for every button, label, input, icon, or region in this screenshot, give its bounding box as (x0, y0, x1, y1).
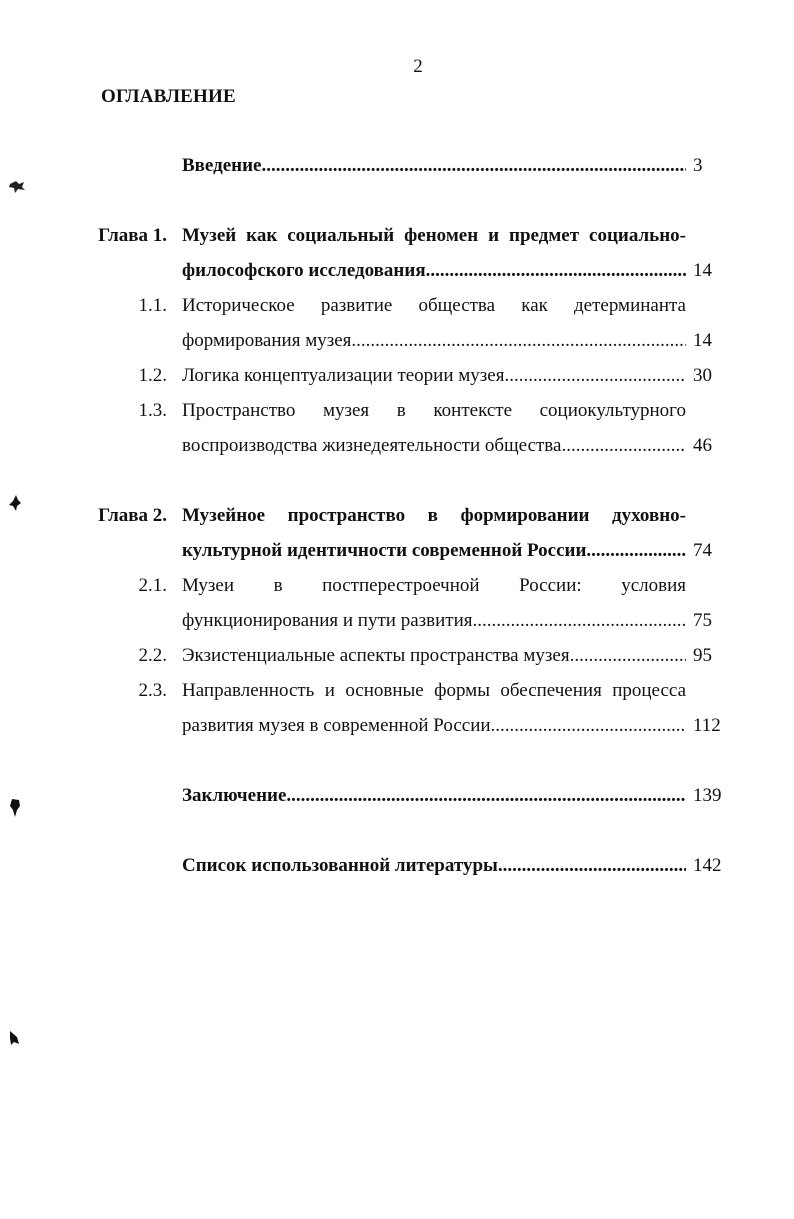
chapter-label: Глава 2. (98, 505, 167, 526)
section-title-text: функционирования и пути развития (182, 610, 473, 631)
entry-title-line (182, 855, 686, 877)
section-title-line-1 (182, 365, 686, 387)
entry-title: Введение (182, 155, 262, 176)
entry-page-number: 142 (693, 855, 722, 876)
chapter-title-text: философского исследования (182, 260, 426, 281)
section-title-line-1: Направленность и основные формы обеспечения процесса (182, 680, 686, 701)
section-title-line-2 (182, 330, 686, 352)
section-number: 2.1. (138, 575, 167, 596)
page-number: 2 (413, 56, 423, 77)
scan-speck (8, 178, 26, 196)
section-title-text: Логика концептуализации теории музея (182, 365, 505, 386)
entry-title: Список использованной литературы (182, 855, 498, 876)
section-number: 1.1. (138, 295, 167, 316)
chapter-title-line-2 (182, 540, 686, 562)
entry-page-number: 3 (693, 155, 703, 176)
section-number: 2.2. (138, 645, 167, 666)
entry-title: Заключение (182, 785, 287, 806)
entry-page-number: 14 (693, 260, 712, 281)
section-title-line-2 (182, 435, 686, 457)
section-title-text: воспроизводства жизнедеятельности общества (182, 435, 562, 456)
chapter-title-line-1: Музей как социальный феномен и предмет социально- (182, 225, 686, 246)
chapter-label: Глава 1. (98, 225, 167, 246)
scan-speck (8, 798, 22, 818)
section-title-text: формирования музея (182, 330, 352, 351)
section-number: 2.3. (138, 680, 167, 701)
scan-speck (8, 494, 22, 512)
entry-title-line (182, 155, 686, 177)
section-title-line-2 (182, 610, 686, 632)
section-number: 1.3. (138, 400, 167, 421)
entry-page-number: 112 (693, 715, 721, 736)
entry-title-line (182, 785, 686, 807)
entry-page-number: 30 (693, 365, 712, 386)
toc-heading: ОГЛАВЛЕНИЕ (101, 86, 236, 107)
chapter-title-line-1: Музейное пространство в формировании духовно- (182, 505, 686, 526)
section-title-line-2 (182, 715, 686, 737)
chapter-title-line-2 (182, 260, 686, 282)
entry-page-number: 46 (693, 435, 712, 456)
section-title-text: развития музея в современной России (182, 715, 491, 736)
section-title-text: Экзистенциальные аспекты пространства музея (182, 645, 570, 666)
entry-page-number: 75 (693, 610, 712, 631)
section-title-line-1 (182, 645, 686, 667)
section-title-line-1: Историческое развитие общества как детерминанта (182, 295, 686, 316)
section-number: 1.2. (138, 365, 167, 386)
scan-speck (8, 1029, 20, 1047)
entry-page-number: 14 (693, 330, 712, 351)
section-title-line-1: Пространство музея в контексте социокультурного (182, 400, 686, 421)
section-title-line-1: Музеи в постперестроечной России: условия (182, 575, 686, 596)
chapter-title-text: культурной идентичности современной России (182, 540, 587, 561)
entry-page-number: 74 (693, 540, 712, 561)
entry-page-number: 139 (693, 785, 722, 806)
entry-page-number: 95 (693, 645, 712, 666)
